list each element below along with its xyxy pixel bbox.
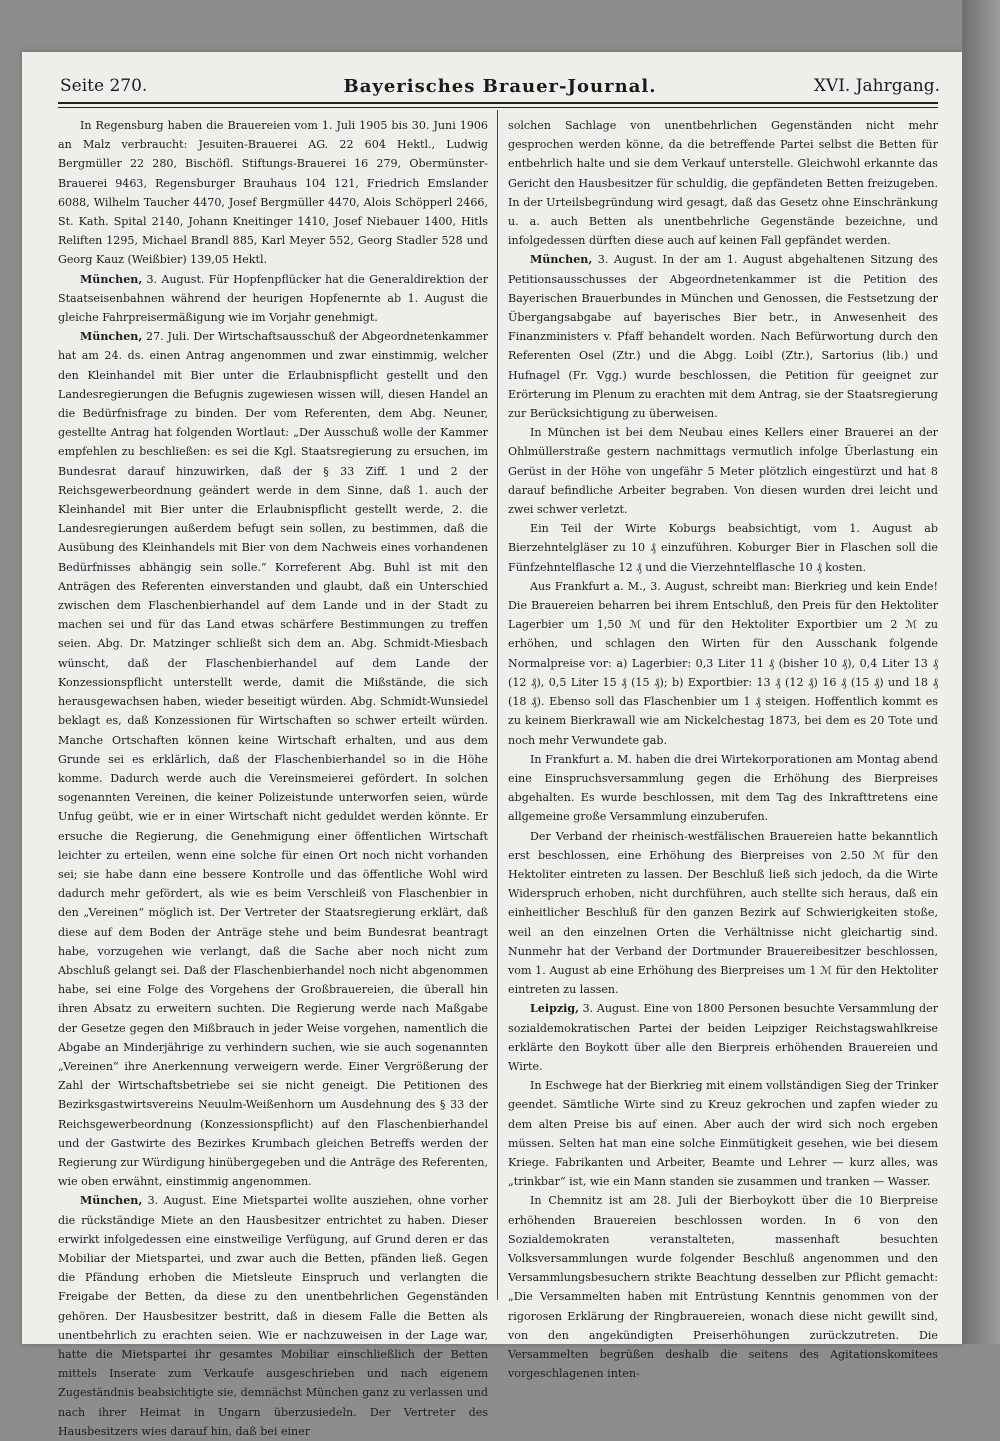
page-edge-shadow: [962, 0, 1000, 1344]
dateline-city: München,: [80, 272, 143, 286]
dateline-city: München,: [80, 330, 143, 344]
article-paragraph: [508, 827, 938, 1000]
dateline-city: München,: [80, 1194, 143, 1208]
article-paragraph: [58, 327, 488, 1191]
article-paragraph: [508, 577, 938, 750]
dateline-city: Leipzig,: [530, 1002, 579, 1016]
article-paragraph: [508, 519, 938, 577]
paragraph-text: Aus Frankfurt a. M., 3. August, schreibt man: Bierkrieg und kein Ende! Die Brauereien beharren bei ihrem Entschluß, den Preis für den Hektoliter Lagerbier um 1,50 ℳ und für den Hektoliter Exportbier um 2 ℳ zu erhöhen, und schlagen den Wirten für den Ausschank folgende Normalpreise vor: a) Lagerbier: 0,3 Liter 11 ₰ (bisher 10 ₰), 0,4 Liter 13 ₰ (12 ₰), 0,5 Liter 15 ₰ (15 ₰); b) Exportbier: 13 ₰ (12 ₰) 16 ₰ (15 ₰) und 18 ₰ (18 ₰). Ebenso soll das Flaschenbier um 1 ₰ steigen. Hoffentlich kommt es zu keinem Bierkrawall wie am Nickelchestag 1873, bei dem es 20 Tote und noch mehr Verwundete gab.: [508, 579, 938, 747]
paragraph-text: In Chemnitz ist am 28. Juli der Bierboykott über die 10 Bierpreise erhöhenden Brauereien beschlossen worden. In 6 von den Sozialdemokraten veranstalteten, massenhaft besuchten Volksversammlungen wurde folgender Beschluß angenommen und den Versammlungsbesuchern strikte Beachtung desselben zur Pflicht gemacht: „Die Versammelten haben mit Entrüstung Kenntnis genommen von der rigorosen Erklärung der Ringbrauereien, wonach diese nicht gewillt sind, von den angekündigten Preiserhöhungen zurückzutreten. Die Versammelten begrüßen deshalb die seitens des Agitationskomitees vorgeschlagenen inten-: [508, 1194, 938, 1381]
paragraph-text: In Eschwege hat der Bierkrieg mit einem vollständigen Sieg der Trinker geendet. Sämtliche Wirte sind zu Kreuz gekrochen und zapfen wieder zu dem alten Preise bis auf einen. Aber auch der wird sich noch ergeben müssen. Selten hat man eine solche Einmütigkeit gesehen, wie bei diesem Kriege. Fabrikanten und Arbeiter, Beamte und Lehrer — kurz alles, was „trinkbar“ ist, wie ein Mann standen sie zusammen und tranken — Wasser.: [508, 1079, 938, 1189]
volume-label: XVI. Jahrgang.: [813, 76, 940, 96]
article-paragraph: [508, 999, 938, 1076]
dateline-city: München,: [530, 253, 593, 267]
paragraph-text: In Frankfurt a. M. haben die drei Wirtekorporationen am Montag abend eine Einspruchsversammlung gegen die Erhöhung des Bierpreises abgehalten. Es wurde beschlossen, mit dem Tag des Inkrafttretens eine allgemeine große Versammlung einzuberufen.: [508, 752, 938, 824]
page-header: [60, 76, 940, 100]
paragraph-text: In München ist bei dem Neubau eines Kellers einer Brauerei an der Ohlmüllerstraße gestern nachmittags vermutlich infolge Überlastung ein Gerüst in der Höhe von ungefähr 5 Meter plötzlich eingestürzt und hat 8 darauf befindliche Arbeiter begraben. Von diesen wurden drei leicht und zwei schwer verletzt.: [508, 426, 938, 517]
article-paragraph: [508, 250, 938, 423]
article-paragraph: [508, 116, 938, 250]
paragraph-text: In Regensburg haben die Brauereien vom 1. Juli 1905 bis 30. Juni 1906 an Malz verbraucht: Jesuiten-Brauerei AG. 22 604 Hektl., Ludwig Bergmüller 22 280, Bischöfl. Stiftungs-Brauerei 16 279, Obermünster-Brauerei 9463, Regensburger Brauhaus 104 121, Friedrich Emslander 6088, Wilhelm Taucher 4470, Josef Bergmüller 4470, Alois Schöpperl 2466, St. Kath. Spital 2140, Johann Kneitinger 1410, Josef Niebauer 1400, Hitls Reliften 1295, Michael Brandl 885, Karl Meyer 552, Georg Stadler 528 und Georg Kauz (Weißbier) 139,05 Hektl.: [58, 119, 488, 267]
paragraph-text: 27. Juli. Der Wirtschaftsausschuß der Abgeordnetenkammer hat am 24. ds. einen Antrag angenommen und zwar einstimmig, welcher den Kleinhandel mit Bier unter die Erlaubnispflicht gestellt und den Landesregierungen die Befugnis zugewiesen wissen will, diesen Handel an die Bedürfnisfrage zu binden. Der vom Referenten, dem Abg. Neuner, gestellte Antrag hat folgenden Wortlaut: „Der Ausschuß wolle der Kammer empfehlen zu beschließen: es sei die Kgl. Staatsregierung zu ersuchen, im Bundesrat darauf hinzuwirken, daß der § 33 Ziff. 1 und 2 der Reichsgewerbeordnung geändert werde in dem Sinne, daß 1. auch der Kleinhandel mit Bier unter die Erlaubnispflicht gestellt werde, 2. die Landesregierungen außerdem befugt sein sollen, zu bestimmen, daß die Ausübung des Kleinhandels mit Bier von dem Nachweis eines vorhandenen Bedürfnisses abhängig sein solle.“ Korreferent Abg. Buhl ist mit den Anträgen des Referenten einverstanden und glaubt, daß ein Unterschied zwischen dem Flaschenbierhandel auf dem Lande und in der Stadt zu machen sei und für das Land etwas schärfere Bestimmungen zu treffen seien. Abg. Dr. Matzinger schließt sich dem an. Abg. Schmidt-Miesbach wünscht, daß der Flaschenbierhandel auf dem Lande der Konzessionspflicht unterstellt werde, damit die Mißstände, die sich herausgewachsen haben, wieder beseitigt würden. Abg. Schmidt-Wunsiedel beklagt es, daß Konzessionen für Wirtschaften so schwer erteilt würden. Manche Ortschaften können keine Wirtschaft erhalten, und aus dem Grunde sei es erklärlich, daß der Flaschenbierhandel so in die Höhe komme. Dadurch werde auch die Vereinsmeierei gefördert. In solchen sogenannten Vereinen, die keiner Polizeistunde unterworfen seien, würde Unfug geübt, wie er in einer Wirtschaft nicht geduldet werden könnte. Er ersuche die Regierung, die Genehmigung einer öffentlichen Wirtschaft leichter zu erteilen, wenn eine solche für einen Ort noch nicht vorhanden sei; sie habe dann eine bessere Kontrolle und das öffentliche Wohl wird dadurch mehr gefördert, als wie es beim Verschleiß von Flaschenbier in den „Vereinen“ möglich ist. Der Vertreter der Staatsregierung erklärt, daß diese auf dem Boden der Anträge stehe und beim Bundesrat beantragt habe, vorzugehen wie verlangt, daß die Sache aber noch nicht zum Abschluß gelangt sei. Daß der Flaschenbierhandel noch nicht abgenommen habe, sei eine Folge des Vorgehens der Großbrauereien, die überall hin ihren Absatz zu erweitern suchten. Die Regierung werde nach Maßgabe der Gesetze gegen den Mißbrauch in jeder Weise vorgehen, namentlich die Abgabe an Minderjährige zu verhindern suchen, wie sie auch sogenannten „Vereinen“ ihre Anerkennung verweigern werde. Einer Vergrößerung der Zahl der Wirtschaftsbetriebe sei sie nicht geneigt. Die Petitionen des Bezirksgastwirtsvereins Neuulm-Weißenhorn um Ausdehnung des § 33 der Reichsgewerbeordnung (Konzessionspflicht) auf den Flaschenbierhandel und der Gastwirte des Bezirkes Krumbach gleichen Betreffs werden der Regierung zur Würdigung hinübergegeben und die Anträge des Referenten, wie oben erwähnt, einstimmig angenommen.: [58, 330, 488, 1189]
column-divider: [497, 110, 498, 1300]
article-paragraph: [58, 1191, 488, 1441]
article-paragraph: [508, 423, 938, 519]
left-column: [58, 116, 488, 1438]
article-paragraph: [508, 1191, 938, 1383]
paragraph-text: 3. August. Eine von 1800 Personen besuchte Versammlung der sozialdemokratischen Partei der beiden Leipziger Reichstagswahlkreise erklärte den Boykott über alle den Bierpreis erhöhenden Brauereien und Wirte.: [508, 1002, 938, 1073]
paragraph-text: Ein Teil der Wirte Koburgs beabsichtigt, vom 1. August ab Bierzehntelgläser zu 10 ₰ einzuführen. Koburger Bier in Flaschen soll die Fünfzehntelflasche 12 ₰ und die Vierzehntelflasche 10 ₰ kosten.: [508, 522, 938, 574]
header-rule: [58, 102, 938, 108]
paragraph-text: 3. August. In der am 1. August abgehaltenen Sitzung des Petitionsausschusses der Abgeordnetenkammer ist die Petition des Bayerischen Brauerbundes in München und Genossen, die Festsetzung der Übergangsabgabe auf bayerisches Bier betr., in Anwesenheit des Finanzministers v. Pfaff behandelt worden. Nach Befürwortung durch den Referenten Osel (Ztr.) und die Abgg. Loibl (Ztr.), Sartorius (lib.) und Hufnagel (Fr. Vgg.) wurde beschlossen, die Petition für geeignet zur Erörterung im Plenum zu erachten mit dem Antrag, sie der Staatsregierung zur Berücksichtigung zu überweisen.: [508, 253, 938, 421]
article-paragraph: [508, 750, 938, 827]
journal-title: Bayerisches Brauer-Journal.: [343, 76, 657, 97]
paragraph-text: solchen Sachlage von unentbehrlichen Gegenständen nicht mehr gesprochen werden könne, da die betreffende Partei selbst die Betten für entbehrlich halte und sie dem Verkauf unterstelle. Gleichwohl erkannte das Gericht den Hausbesitzer für schuldig, die gepfändeten Betten freizugeben. In der Urteilsbegründung wird gesagt, daß das Gesetz ohne Einschränkung u. a. auch Betten als unentbehrliche Gegenstände bezeichne, und infolgedessen dürften diese auch auf keinen Fall gepfändet werden.: [508, 119, 938, 248]
paragraph-text: Der Verband der rheinisch-westfälischen Brauereien hatte bekanntlich erst beschlossen, eine Erhöhung des Bierpreises von 2.50 ℳ für den Hektoliter eintreten zu lassen. Der Beschluß ließ sich jedoch, da die Wirte Widerspruch erhoben, nicht durchführen, auch stellte sich heraus, daß ein einheitlicher Beschluß für den ganzen Bezirk auf Schwierigkeiten stoße, weil an den einzelnen Orten die Verhältnisse nicht gleichartig sind. Nunmehr hat der Verband der Dortmunder Brauereibesitzer beschlossen, vom 1. August ab eine Erhöhung des Bierpreises um 1 ℳ für den Hektoliter eintreten zu lassen.: [508, 829, 938, 997]
paragraph-text: 3. August. Für Hopfenpflücker hat die Generaldirektion der Staatseisenbahnen während der heurigen Hopfenernte ab 1. August die gleiche Fahrpreisermäßigung wie im Vorjahr genehmigt.: [58, 272, 488, 325]
paragraph-text: 3. August. Eine Mietspartei wollte ausziehen, ohne vorher die rückständige Miete an den Hausbesitzer entrichtet zu haben. Dieser erwirkt infolgedessen eine einstweilige Verfügung, auf Grund deren er das Mobiliar der Mietspartei, und zwar auch die Betten, pfänden ließ. Gegen die Pfändung erhoben die Mietsleute Einspruch und verlangten die Freigabe der Betten, da diese zu den unentbehrlichen Gegenständen gehören. Der Hausbesitzer bestritt, daß in diesem Falle die Betten als unentbehrlich zu erachten seien. Wie er nachzuweisen in der Lage war, hatte die Mietspartei ihr gesamtes Mobiliar einschließlich der Betten mittels Inserate zum Verkaufe ausgeschrieben und nach eigenem Zugeständnis beabsichtigte sie, demnächst München ganz zu verlassen und nach ihrer Heimat in Ungarn überzusiedeln. Der Vertreter des Hausbesitzers wies darauf hin, daß bei einer: [58, 1194, 488, 1438]
page-number: Seite 270.: [60, 76, 148, 96]
right-column: [508, 116, 938, 1381]
article-paragraph: [508, 1076, 938, 1191]
article-paragraph: [58, 270, 488, 328]
article-paragraph: [58, 116, 488, 270]
